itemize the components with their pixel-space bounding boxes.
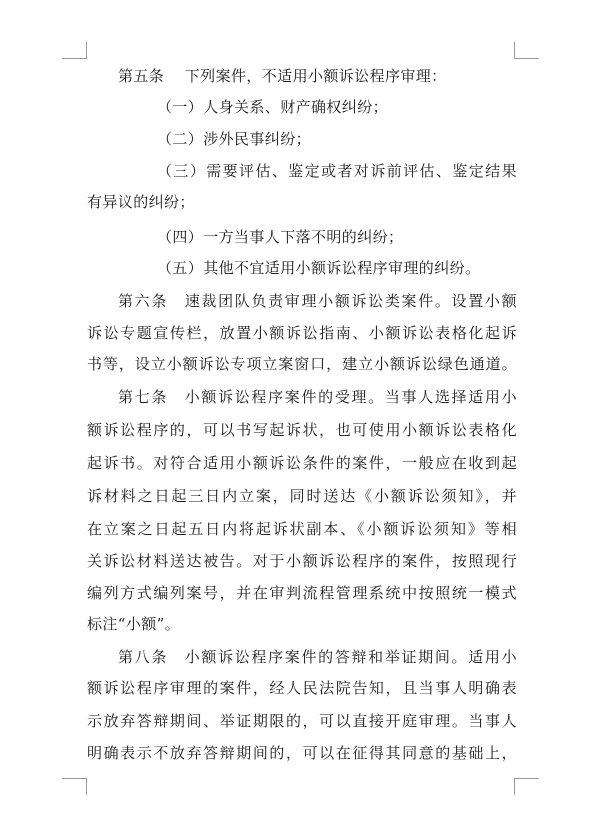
- article-7-line: 在立案之日起五日内将起诉状副本、《小额诉讼须知》等相: [87, 520, 517, 538]
- article-7-line: 额诉讼程序的，可以书写起诉状，也可使用小额诉讼表格化: [87, 421, 517, 439]
- article-5-item-3-cont: 有异议的纠纷；: [87, 193, 195, 211]
- article-5-item-1: （一）人身关系、财产确权纠纷；: [157, 98, 389, 116]
- article-8-line: 示放弃答辩期间、举证期限的，可以直接开庭审理。当事人: [87, 712, 517, 730]
- crop-mark-bottom-right: [514, 778, 539, 795]
- article-6-line: 第六条 速裁团队负责审理小额诉讼类案件。设置小额: [118, 292, 517, 310]
- article-7-line: 起诉书。对符合适用小额诉讼条件的案件，一般应在收到起: [87, 454, 517, 472]
- article-7-line: 诉材料之日起三日内立案，同时送达《小额诉讼须知》，并: [87, 487, 517, 505]
- article-7-line: 标注“小额”。: [87, 615, 181, 633]
- crop-mark-top-right: [514, 42, 539, 59]
- article-5-item-2: （二）涉外民事纠纷；: [157, 130, 312, 148]
- article-8-line: 明确表示不放弃答辩期间的，可以在征得其同意的基础上，: [87, 744, 517, 762]
- article-5-item-5: （五）其他不宜适用小额诉讼程序审理的纠纷。: [157, 259, 481, 277]
- article-7-line: 关诉讼材料送达被告。对于小额诉讼程序的案件，按照现行: [87, 552, 517, 570]
- article-7-line: 编列方式编列案号，并在审判流程管理系统中按照统一模式: [87, 584, 517, 602]
- article-8-line: 第八条 小额诉讼程序案件的答辩和举证期间。适用小: [118, 648, 517, 666]
- crop-mark-bottom-left: [62, 778, 87, 795]
- article-6-line: 诉讼专题宣传栏，放置小额诉讼指南、小额诉讼表格化起诉: [87, 324, 517, 342]
- article-7-line: 第七条 小额诉讼程序案件的受理。当事人选择适用小: [118, 388, 517, 406]
- article-6-line: 书等，设立小额诉讼专项立案窗口，建立小额诉讼绿色通道。: [87, 355, 517, 373]
- article-8-line: 额诉讼程序审理的案件，经人民法院告知，且当事人明确表: [87, 679, 517, 697]
- article-5-item-3: （三）需要评估、鉴定或者对诉前评估、鉴定结果: [157, 162, 517, 180]
- article-5-item-4: （四）一方当事人下落不明的纠纷；: [157, 228, 404, 246]
- article-5-heading: 第五条 下列案件，不适用小额诉讼程序审理：: [118, 67, 447, 85]
- crop-mark-top-left: [62, 42, 87, 59]
